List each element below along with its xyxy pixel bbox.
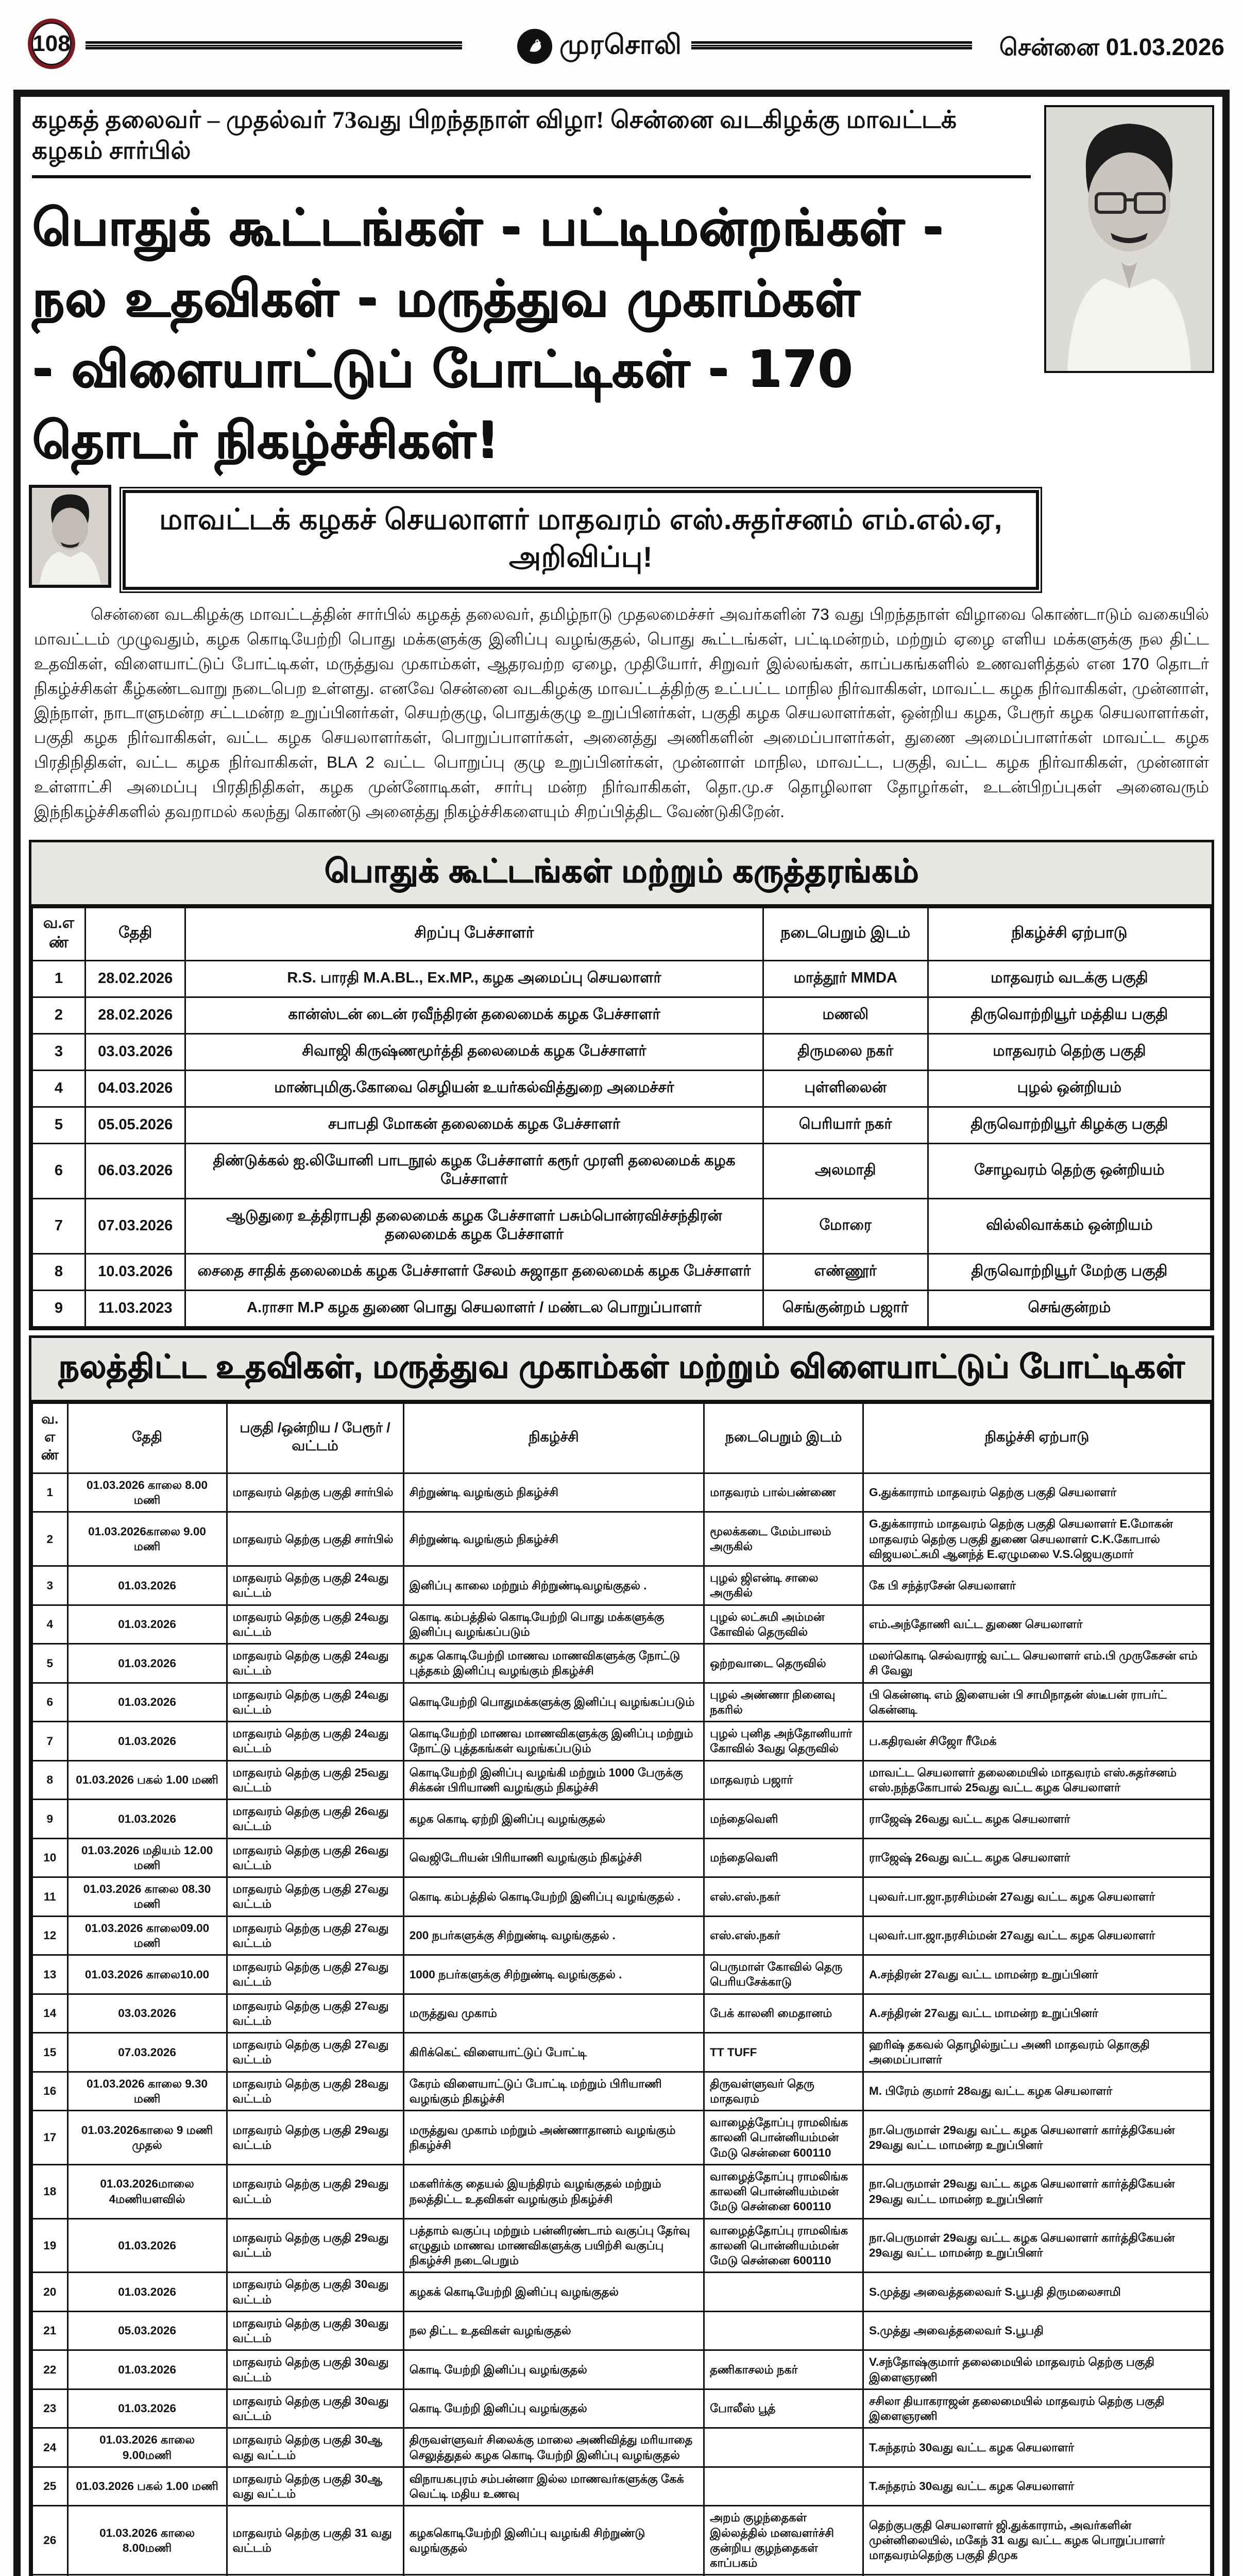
table-cell: 01.03.2026 காலை 8.00மணி bbox=[67, 2506, 227, 2575]
table-row bbox=[32, 1473, 1211, 1512]
table-cell: மாதவரம் தெற்கு பகுதி 24வது வட்டம் bbox=[227, 1683, 403, 1722]
table-cell: G.துக்காராம் மாதவரம் தெற்கு பகுதி செயலாளர் E.மோகன் மாதவரம் தெற்கு பகுதி துணை செயலாளர் C.K.கோபால் விஜயலட்சுமி ஆனந்த் E.ஏழுமலை V.S.ஜெயகுமார் bbox=[863, 1512, 1211, 1566]
table-cell: கேரம் விளையாட்டுப் போட்டி மற்றும் பிரியாணி வழங்கும் நிகழ்ச்சி bbox=[403, 2072, 704, 2111]
table-cell: 01.03.2026 bbox=[67, 2218, 227, 2273]
column-header: நிகழ்ச்சி ஏற்பாடு bbox=[928, 907, 1211, 960]
leader-photo bbox=[1044, 105, 1214, 373]
table-cell: அறம் குழந்தைகள் இல்லத்தில் மனவளர்ச்சி குன்றிய குழந்தைகள் காப்பகம் bbox=[704, 2506, 863, 2575]
table-cell: மாண்புமிகு.கோவை செழியன் உயர்கல்வித்துறை அமைச்சர் bbox=[185, 1070, 763, 1107]
table-cell: மாதவரம் தெற்கு பகுதி 30வது வட்டம் bbox=[227, 2350, 403, 2389]
table-cell: புழல் ஒன்றியம் bbox=[928, 1070, 1211, 1107]
table-cell: மாதவரம் தெற்கு பகுதி 30வது வட்டம் bbox=[227, 2389, 403, 2428]
table-header-row bbox=[32, 907, 1211, 960]
table-cell: மாதவரம் தெற்கு பகுதி 24வது வட்டம் bbox=[227, 1566, 403, 1605]
newspaper-logo-icon bbox=[517, 29, 552, 64]
welfare-table-title: நலத்திட்ட உதவிகள், மருத்துவ முகாம்கள் மற்றும் விளையாட்டுப் போட்டிகள் bbox=[31, 1338, 1212, 1402]
table-cell: 10.03.2026 bbox=[85, 1253, 185, 1290]
table-row bbox=[32, 1033, 1211, 1070]
table-row bbox=[32, 1605, 1211, 1644]
table-cell bbox=[704, 2428, 863, 2467]
table-cell: மாதவரம் தெற்கு பகுதி 26வது வட்டம் bbox=[227, 1838, 403, 1877]
table-cell: 1000 நபர்களுக்கு சிற்றுண்டி வழங்குதல் . bbox=[403, 1955, 704, 1994]
table-cell: 01.03.2026 காலை 08.30 மணி bbox=[67, 1877, 227, 1917]
table-cell: 01.03.2026 bbox=[67, 2389, 227, 2428]
table-cell: கொடியேற்றி மாணவ மாணவிகளுக்கு இனிப்பு மற்றும் நோட்டு புத்தகங்கள் வழங்கப்படும் bbox=[403, 1722, 704, 1761]
masthead-rule-left bbox=[86, 41, 462, 49]
table-cell: பெரியார் நகர் bbox=[763, 1107, 928, 1143]
headline-line1: பொதுக் கூட்டங்கள் - பட்டிமன்றங்கள் - நல உதவிகள் - மருத்துவ முகாம்கள் bbox=[32, 198, 944, 327]
table-cell: 7 bbox=[32, 1198, 86, 1253]
table-cell: வாழைத்தோப்பு ராமலிங்க காலனி பொன்னியம்மன் மேடு சென்னை 600110 bbox=[704, 2164, 863, 2218]
article-frame bbox=[13, 90, 1230, 2576]
table-cell: புலவர்.பா.ஜா.நரசிம்மன் 27வது வட்ட கழக செயலாளர் bbox=[863, 1877, 1211, 1917]
table-cell: கொடியேற்றி பொதுமக்களுக்கு இனிப்பு வழங்கப்படும் bbox=[403, 1683, 704, 1722]
table-cell: 01.03.2026 bbox=[67, 1683, 227, 1722]
table-row bbox=[32, 2389, 1211, 2428]
table-cell: 01.03.2026 bbox=[67, 1605, 227, 1644]
table-cell: மாதவரம் தெற்கு பகுதி 27வது வட்டம் bbox=[227, 1994, 403, 2033]
column-header: தேதி bbox=[85, 907, 185, 960]
table-row bbox=[32, 1916, 1211, 1955]
table-cell: T.சுந்தரம் 30வது வட்ட கழக செயலாளர் bbox=[863, 2467, 1211, 2506]
table-cell: புழல் ஜிஎன்டி சாலை அருகில் bbox=[704, 1566, 863, 1605]
table-cell: 16 bbox=[32, 2072, 68, 2111]
table-row bbox=[32, 1107, 1211, 1143]
table-cell: ராஜேஷ் 26வது வட்ட கழக செயலாளர் bbox=[863, 1838, 1211, 1877]
table-cell: TT TUFF bbox=[704, 2033, 863, 2072]
table-cell: மாதவரம் தெற்கு பகுதி 27வது வட்டம் bbox=[227, 1916, 403, 1955]
table-cell: அலமாதி bbox=[763, 1143, 928, 1198]
table-cell: புலவர்.பா.ஜா.நரசிம்மன் 27வது வட்ட கழக செயலாளர் bbox=[863, 1916, 1211, 1955]
table-row bbox=[32, 960, 1211, 997]
table-row bbox=[32, 1722, 1211, 1761]
table-cell: V.சந்தோஷ்குமார் தலைமையில் மாதவரம் தெற்கு பகுதி இளைஞரணி bbox=[863, 2350, 1211, 2389]
table-cell: செங்குன்றம் பஜார் bbox=[763, 1290, 928, 1327]
table-cell: எம்.அந்தோணி வட்ட துணை செயலாளர் bbox=[863, 1605, 1211, 1644]
table-cell: பி கென்னடி எம் இளையன் பி சாமிநாதன் ஸ்டீபன் ராபர்ட் கென்னடி bbox=[863, 1683, 1211, 1722]
table-cell: கழக கொடி ஏற்றி இனிப்பு வழங்குதல் bbox=[403, 1800, 704, 1839]
table-cell: திருவொற்றியூர் மேற்கு பகுதி bbox=[928, 1253, 1211, 1290]
table-cell: 06.03.2026 bbox=[85, 1143, 185, 1198]
table-cell: 07.03.2026 bbox=[85, 1198, 185, 1253]
table-cell: மாதவரம் தெற்கு பகுதி 26வது வட்டம் bbox=[227, 1800, 403, 1839]
table-row bbox=[32, 997, 1211, 1033]
column-header: நிகழ்ச்சி bbox=[403, 1403, 704, 1473]
headline-main bbox=[32, 192, 1031, 476]
table-cell: 2 bbox=[32, 1512, 68, 1566]
table-cell: தணிகாசலம் நகர் bbox=[704, 2350, 863, 2389]
table-cell: 24 bbox=[32, 2428, 68, 2467]
table-cell: சோழவரம் தெற்கு ஒன்றியம் bbox=[928, 1143, 1211, 1198]
headline-zone bbox=[29, 102, 1214, 476]
table-cell: திண்டுக்கல் ஐ.லியோனி பாடநூல் கழக பேச்சாளர் கரூர் முரளி தலைமைக் கழக பேச்சாளர் bbox=[185, 1143, 763, 1198]
announcer-photo bbox=[29, 485, 111, 588]
table-cell: 6 bbox=[32, 1143, 86, 1198]
table-cell: 03.03.2026 bbox=[67, 1994, 227, 2033]
table-cell: மாதவரம் தெற்கு பகுதி 27வது வட்டம் bbox=[227, 1955, 403, 1994]
table-cell bbox=[32, 2575, 68, 2576]
table-cell: G.துக்காராம் மாதவரம் தெற்கு பகுதி செயலாளர் bbox=[863, 1473, 1211, 1512]
table-cell: செங்குன்றம் bbox=[928, 1290, 1211, 1327]
table-cell: வாழைத்தோப்பு ராமலிங்க காலனி பொன்னியம்மன் மேடு சென்னை 600110 bbox=[704, 2111, 863, 2165]
table-cell: 13 bbox=[32, 1955, 68, 1994]
table-cell: மாதவரம் தெற்கு பகுதி 29வது வட்டம் bbox=[227, 2164, 403, 2218]
table-cell: மாதவரம் தெற்கு பகுதி bbox=[928, 1033, 1211, 1070]
table-cell: 14 bbox=[32, 1994, 68, 2033]
table-row bbox=[32, 1070, 1211, 1107]
table-cell: மாதவரம் தெற்கு பகுதி 24வது வட்டம் bbox=[227, 1644, 403, 1683]
table-cell: M. பிரேம் குமார் 28வது வட்ட கழக செயலாளர் bbox=[863, 2072, 1211, 2111]
table-cell: மாதவரம் தெற்கு பகுதி சார்பில் bbox=[227, 1512, 403, 1566]
table-cell: 20 bbox=[32, 2273, 68, 2312]
table-row bbox=[32, 2467, 1211, 2506]
table-row bbox=[32, 2428, 1211, 2467]
table-cell: மாதவரம் தெற்கு பகுதி 28வது வட்டம் bbox=[227, 2072, 403, 2111]
masthead-center bbox=[508, 29, 691, 64]
table-cell: சிற்றுண்டி வழங்கும் நிகழ்ச்சி bbox=[403, 1473, 704, 1512]
table-cell: திருவள்ளுவர் தெரு மாதவரம் bbox=[704, 2072, 863, 2111]
table-cell: மாதவரம் தெற்கு பகுதி 25வது வட்டம் bbox=[227, 1760, 403, 1800]
page-number-badge bbox=[28, 19, 75, 69]
table-cell: நா.பெருமாள் 29வது வட்ட கழக செயலாளர் கார்த்திகேயன் 29வது வட்ட மாமன்ற உறுப்பினர் bbox=[863, 2111, 1211, 2165]
table-cell: 01.03.2026 காலை 9.30 மணி bbox=[67, 2072, 227, 2111]
table-row bbox=[32, 1955, 1211, 1994]
headline-line2: - விளையாட்டுப் போட்டிகள் - 170 தொடர் நிகழ்ச்சிகள்! bbox=[32, 340, 853, 469]
table-cell: 5 bbox=[32, 1107, 86, 1143]
table-cell: மாதவரம் தெற்கு பகுதி 27வது வட்டம் bbox=[227, 1877, 403, 1917]
table-cell: 19 bbox=[32, 2218, 68, 2273]
table-cell: 200 நபர்களுக்கு சிற்றுண்டி வழங்குதல் . bbox=[403, 1916, 704, 1955]
table-cell: நல திட்ட உதவிகள் வழங்குதல் bbox=[403, 2311, 704, 2350]
table-cell: 01.03.2026காலை 9.00 மணி bbox=[67, 1512, 227, 1566]
table-cell: சசிலா தியாகராஜன் தலைமையில் மாதவரம் தெற்கு பகுதி இளைஞரணி bbox=[863, 2389, 1211, 2428]
column-header: சிறப்பு பேச்சாளர் bbox=[185, 907, 763, 960]
table-row bbox=[32, 2164, 1211, 2218]
table-cell: 01.03.2026 பகல் 1.00 மணி bbox=[67, 1760, 227, 1800]
table-cell: கொடி கம்பத்தில் கொடியேற்றி இனிப்பு வழங்குதல் . bbox=[403, 1877, 704, 1917]
table-cell: கழகக் கொடியேற்றி இனிப்பு வழங்குதல் bbox=[403, 2273, 704, 2312]
meetings-table-title: பொதுக் கூட்டங்கள் மற்றும் கருத்தரங்கம் bbox=[31, 842, 1212, 907]
table-row bbox=[32, 2506, 1211, 2575]
table-cell: A.சந்திரன் 27வது வட்ட மாமன்ற உறுப்பினர் bbox=[863, 1994, 1211, 2033]
column-header: தேதி bbox=[67, 1403, 227, 1473]
table-cell: திருவள்ளுவர் சிலைக்கு மாலை அணிவித்து மரியாதை செலுத்துதல் கழக கொடி யேற்றி இனிப்பு வழங்குதல் bbox=[403, 2428, 704, 2467]
table-cell: 25 bbox=[32, 2467, 68, 2506]
table-cell bbox=[227, 2575, 403, 2576]
table-cell: 01.03.2026 bbox=[67, 2273, 227, 2312]
table-cell: கொடி கம்பத்தில் கொடியேற்றி பொது மக்களுக்கு இனிப்பு வழங்கப்படும் bbox=[403, 1605, 704, 1644]
table-cell bbox=[704, 2273, 863, 2312]
meetings-table bbox=[31, 907, 1212, 1328]
table-cell: நா.பெருமாள் 29வது வட்ட கழக செயலாளர் கார்த்திகேயன் 29வது வட்ட மாமன்ற உறுப்பினர் bbox=[863, 2218, 1211, 2273]
table-row bbox=[32, 1290, 1211, 1327]
table-cell: 2 bbox=[32, 997, 86, 1033]
table-cell: மகளிர்க்கு தையல் இயந்திரம் வழங்குதல் மற்றும் நலத்திட்ட உதவிகள் வழங்கும் நிகழ்ச்சி bbox=[403, 2164, 704, 2218]
table-row bbox=[32, 1683, 1211, 1722]
table-cell: மலர்கொடி செல்வராஜ் வட்ட செயலாளர் எம்.பி முருகேசன் எம் சி வேலு bbox=[863, 1644, 1211, 1683]
table-cell: 01.03.2026காலை 9 மணி முதல் bbox=[67, 2111, 227, 2165]
table-cell: 26 bbox=[32, 2506, 68, 2575]
table-cell: விநாயகபுரம் சம்பன்னா இல்ல மாணவர்களுக்கு கேக் வெட்டி மதிய உணவு bbox=[403, 2467, 704, 2506]
table-row bbox=[32, 1800, 1211, 1839]
table-row bbox=[32, 1760, 1211, 1800]
table-cell: மோரை bbox=[763, 1198, 928, 1253]
table-cell: மாதவரம் தெற்கு பகுதி 31 வது வட்டம் bbox=[227, 2506, 403, 2575]
table-cell: 28.02.2026 bbox=[85, 997, 185, 1033]
table-cell: மாதவரம் பஜார் bbox=[704, 1760, 863, 1800]
column-header: நிகழ்ச்சி ஏற்பாடு bbox=[863, 1403, 1211, 1473]
table-cell: 01.03.2026 bbox=[67, 1800, 227, 1839]
table-cell: எஸ்.எஸ்.நகர் bbox=[704, 1916, 863, 1955]
table-cell: மாதவரம் தெற்கு பகுதி 29வது வட்டம் bbox=[227, 2111, 403, 2165]
table-cell: மாத்தூர் MMDA bbox=[763, 960, 928, 997]
table-cell: 11 bbox=[32, 1877, 68, 1917]
table-cell: புழல் புனித அந்தோனியார் கோவில் 3வது தெருவில் bbox=[704, 1722, 863, 1761]
table-cell: வாழைத்தோப்பு ராமலிங்க காலனி பொன்னியம்மன் மேடு சென்னை 600110 bbox=[704, 2218, 863, 2273]
table-cell: 03.03.2026 bbox=[85, 1033, 185, 1070]
table-row bbox=[32, 2350, 1211, 2389]
table-cell: 01.03.2026 காலை 8.00 மணி bbox=[67, 1473, 227, 1512]
table-cell: மருத்துவ முகாம் bbox=[403, 1994, 704, 2033]
table-cell: 1 bbox=[32, 960, 86, 997]
table-cell: 1 bbox=[32, 1473, 68, 1512]
table-cell: போலீஸ் பூத் bbox=[704, 2389, 863, 2428]
table-row bbox=[32, 1838, 1211, 1877]
table-cell: ஹரிஷ் தகவல் தொழில்நுட்ப அணி மாதவரம் தொகுதி அமைப்பாளர் bbox=[863, 2033, 1211, 2072]
table-cell: ஆடுதுரை உத்திராபதி தலைமைக் கழக பேச்சாளர் பசும்பொன்ரவிச்சந்திரன் தலைமைக் கழக பேச்சாளர் bbox=[185, 1198, 763, 1253]
table-row bbox=[32, 2033, 1211, 2072]
table-cell: 12 bbox=[32, 1916, 68, 1955]
table-cell: இனிப்பு காலை மற்றும் சிற்றுண்டிவழங்குதல் . bbox=[403, 1566, 704, 1605]
table-cell: சிற்றுண்டி வழங்கும் நிகழ்ச்சி bbox=[403, 1512, 704, 1566]
page-number: 108 bbox=[32, 31, 71, 56]
table-cell: மந்தைவெளி bbox=[704, 1800, 863, 1839]
table-row bbox=[32, 2111, 1211, 2165]
table-cell: திருவொற்றியூர் மத்திய பகுதி bbox=[928, 997, 1211, 1033]
table-cell: கொடி யேற்றி இனிப்பு வழங்குதல் bbox=[403, 2350, 704, 2389]
table-cell: மருத்துவ முகாம் மற்றும் அண்ணாதானம் வழங்கும் நிகழ்ச்சி bbox=[403, 2111, 704, 2165]
table-cell: பேக் காலனி மைதானம் bbox=[704, 1994, 863, 2033]
table-cell: கழக கொடியேற்றி மாணவ மாணவிகளுக்கு நோட்டு புத்தகம் இனிப்பு வழங்கும் நிகழ்ச்சி bbox=[403, 1644, 704, 1683]
masthead bbox=[13, 14, 1230, 76]
table-cell: A.ராசா M.P கழக துணை பொது செயலாளர் / மண்டல பொறுப்பாளர் bbox=[185, 1290, 763, 1327]
column-header: நடைபெறும் இடம் bbox=[704, 1403, 863, 1473]
headline-kicker: கழகத் தலைவர் – முதல்வர் 73வது பிறந்தநாள் விழா! சென்னை வடகிழக்கு மாவட்டக் கழகம் சார்பில் bbox=[32, 106, 1031, 178]
table-cell: வில்லிவாக்கம் ஒன்றியம் bbox=[928, 1198, 1211, 1253]
table-cell: 21 bbox=[32, 2311, 68, 2350]
table-cell: 8 bbox=[32, 1253, 86, 1290]
table-row bbox=[32, 1512, 1211, 1566]
table-cell: 9 bbox=[32, 1290, 86, 1327]
table-cell: பெருமாள் கோவில் தெரு பெரியசேக்காடு bbox=[704, 1955, 863, 1994]
table-cell: 01.03.2026மாலை 4மணியளவில் bbox=[67, 2164, 227, 2218]
table-cell: 10 bbox=[32, 1838, 68, 1877]
table-cell: 01.03.2026 மதியம் 12.00 மணி bbox=[67, 1838, 227, 1877]
table-cell: 6 bbox=[32, 1683, 68, 1722]
table-cell: ஒற்றவாடை தெருவில் bbox=[704, 1644, 863, 1683]
table-cell: சைதை சாதிக் தலைமைக் கழக பேச்சாளர் சேலம் சுஜாதா தலைமைக் கழக பேச்சாளர் bbox=[185, 1253, 763, 1290]
table-cell: 01.03.2026 bbox=[67, 1566, 227, 1605]
table-cell: 5 bbox=[32, 1644, 68, 1683]
table-cell: ப.கதிரவன் சிஜோ ரீமேக் bbox=[863, 1722, 1211, 1761]
table-cell: பத்தாம் வகுப்பு மற்றும் பன்னிரண்டாம் வகுப்பு தேர்வு எழுதும் மாணவ மாணவிகளுக்கு பயிற்சி வகுப்பு நிகழ்ச்சி நடைபெறும் bbox=[403, 2218, 704, 2273]
table-cell bbox=[863, 2575, 1211, 2576]
table-cell: கிரிக்கெட் விளையாட்டுப் போட்டி bbox=[403, 2033, 704, 2072]
table-cell: 9 bbox=[32, 1800, 68, 1839]
table-cell: 18 bbox=[32, 2164, 68, 2218]
table-cell: 22 bbox=[32, 2350, 68, 2389]
table-header-row bbox=[32, 1403, 1211, 1473]
table-cell bbox=[403, 2575, 704, 2576]
table-cell: 01.03.2026 bbox=[67, 2350, 227, 2389]
table-row bbox=[32, 1644, 1211, 1683]
table-cell: மாதவரம் தெற்கு பகுதி 30வது வட்டம் bbox=[227, 2311, 403, 2350]
table-cell: A.சந்திரன் 27வது வட்ட மாமன்ற உறுப்பினர் bbox=[863, 1955, 1211, 1994]
table-row bbox=[32, 1566, 1211, 1605]
welfare-table bbox=[31, 1402, 1212, 2576]
table-cell: மாதவரம் தெற்கு பகுதி 30ஆ வது வட்டம் bbox=[227, 2467, 403, 2506]
table-cell: மூலக்கடை மேம்பாலம் அருகில் bbox=[704, 1512, 863, 1566]
table-cell: S.முத்து அவைத்தலைவர் S.பூபதி bbox=[863, 2311, 1211, 2350]
table-cell: 7 bbox=[32, 1722, 68, 1761]
table-cell: 05.05.2026 bbox=[85, 1107, 185, 1143]
table-cell: மாதவரம் தெற்கு பகுதி 27வது வட்டம் bbox=[227, 2033, 403, 2072]
table-cell: 4 bbox=[32, 1605, 68, 1644]
table-cell: 07.03.2026 bbox=[67, 2033, 227, 2072]
table-cell: 01.03.2026 காலை09.00 மணி bbox=[67, 1916, 227, 1955]
edition-date: சென்னை 01.03.2026 bbox=[991, 33, 1224, 64]
table-cell: சிவாஜி கிருஷ்ணமூர்த்தி தலைமைக் கழக பேச்சாளர் bbox=[185, 1033, 763, 1070]
column-header: வ.எண் bbox=[32, 1403, 68, 1473]
table-row bbox=[32, 1253, 1211, 1290]
intro-paragraph: சென்னை வடகிழக்கு மாவட்டத்தின் சார்பில் கழகத் தலைவர், தமிழ்நாடு முதலமைச்சர் அவர்களின் 73 வது பிறந்தநாள் விழாவை கொண்டாடும் வகையில் மாவட்டம் முழுவதும், கழக கொடியேற்றி பொது மக்களுக்கு இனிப்பு வழங்குதல், பொது கூட்டங்கள், பட்டிமன்றம், மற்றும் ஏழை எளிய மக்களுக்கு நல திட்ட உதவிகள், விளையாட்டுப் போட்டிகள், மருத்துவ முகாம்கள், ஆதரவற்ற ஏழை, முதியோர், சிறுவர் இல்லங்கள், காப்பகங்களில் உணவளித்தல் என 170 தொடர் நிகழ்ச்சிகள் கீழ்கண்டவாறு நடைபெற உள்ளது. எனவே சென்னை வடகிழக்கு மாவட்டத்திற்கு உட்பட்ட மாநில நிர்வாகிகள், மாவட்ட கழக நிர்வாகிகள், முன்னாள், இந்நாள், நாடாளுமன்ற சட்டமன்ற உறுப்பினர்கள், செயற்குழு, பொதுக்குழு உறுப்பினர்கள், பகுதி கழக செயலாளர்கள், ஒன்றிய கழக, பேரூர் கழக செயலாளர்கள், பகுதி கழக நிர்வாகிகள், வட்ட கழக செயலாளர்கள், பொறுப்பாளர்கள், அனைத்து அணிகளின் அமைப்பாளர்கள், துணை அமைப்பாளர்கள் மாவட்ட கழக பிரதிநிதிகள், வட்ட கழக நிர்வாகிகள், BLA 2 வட்ட பொறுப்பு குழு உறுப்பினர்கள், முன்னாள் மாநில, மாவட்ட, பகுதி, வட்ட கழக நிர்வாகிகள், முன்னாள் உள்ளாட்சி அமைப்பு பிரதிநிதிகள், கழக முன்னோடிகள், சார்பு மன்ற நிர்வாகிகள், தொ.மு.ச தொழிலாள தோழர்கள், உடன்பிறப்புகள் அனைவரும் இந்நிகழ்ச்சிகளில் தவறாமல் கலந்து கொண்டு அனைத்து நிகழ்ச்சிகளையும் சிறப்பித்திட வேண்டுகிறேன். bbox=[34, 604, 1209, 821]
table-cell: 4 bbox=[32, 1070, 86, 1107]
table-row bbox=[32, 2218, 1211, 2273]
table-row bbox=[32, 1877, 1211, 1917]
table-row bbox=[32, 2273, 1211, 2312]
table-cell: எண்ணூர் bbox=[763, 1253, 928, 1290]
table-cell: 8 bbox=[32, 1760, 68, 1800]
table-cell: 01.03.2026 bbox=[67, 1644, 227, 1683]
table-row bbox=[32, 2072, 1211, 2111]
table-cell: மாதவரம் தெற்கு பகுதி 30ஆ வது வட்டம் bbox=[227, 2428, 403, 2467]
column-header: பகுதி /ஒன்றிய / பேரூர் / வட்டம் bbox=[227, 1403, 403, 1473]
headline-text-block bbox=[29, 102, 1034, 476]
table-cell: மாதவரம் தெற்கு பகுதி 24வது வட்டம் bbox=[227, 1605, 403, 1644]
announcement-banner: மாவட்டக் கழகச் செயலாளர் மாதவரம் எஸ்.சுதர்சனம் எம்.எல்.ஏ, அறிவிப்பு! bbox=[123, 490, 1039, 590]
table-cell: 01.03.2026 காலை10.00 bbox=[67, 1955, 227, 1994]
table-cell: மாவட்ட செயலாளர் தலைமையில் மாதவரம் எஸ்.சுதர்சனம் எஸ்.நந்தகோபால் 25வது வட்ட கழக செயலாளர் bbox=[863, 1760, 1211, 1800]
table-cell: 28.02.2026 bbox=[85, 960, 185, 997]
table-cell: 01.03.2026 பகல் 1.00 மணி bbox=[67, 2467, 227, 2506]
column-header: நடைபெறும் இடம் bbox=[763, 907, 928, 960]
table-cell: கழககொடியேற்றி இனிப்பு வழங்கி சிற்றுண்டு வழங்குதல் bbox=[403, 2506, 704, 2575]
table-row bbox=[32, 1994, 1211, 2033]
table-cell: S.முத்து அவைத்தலைவர் S.பூபதி திருமலைசாமி bbox=[863, 2273, 1211, 2312]
table-cell bbox=[67, 2575, 227, 2576]
table-cell: கே பி சந்த்ரசேன் செயலாளர் bbox=[863, 1566, 1211, 1605]
table-cell: கொடி யேற்றி இனிப்பு வழங்குதல் bbox=[403, 2389, 704, 2428]
table-cell: வெஜிடேரியன் பிரியாணி வழங்கும் நிகழ்ச்சி bbox=[403, 1838, 704, 1877]
table-cell: மாதவரம் வடக்கு பகுதி bbox=[928, 960, 1211, 997]
table-cell: புள்ளிலைன் bbox=[763, 1070, 928, 1107]
column-header: வ.எண் bbox=[32, 907, 86, 960]
table-cell: 11.03.2023 bbox=[85, 1290, 185, 1327]
table-cell: திருவொற்றியூர் கிழக்கு பகுதி bbox=[928, 1107, 1211, 1143]
table-row bbox=[32, 2575, 1211, 2576]
table-cell: புழல் லட்சுமி அம்மன் கோவில் தெருவில் bbox=[704, 1605, 863, 1644]
newspaper-title: முரசொலி bbox=[559, 29, 682, 60]
table-cell: தெற்குபகுதி செயலாளர் ஜி.துக்காராம், அவர்களின் முன்னிலையில், மகேந் 31 வது வட்ட கழக பொறுப்பாளர் மாதவரம்தெற்கு பகுதி திமுக bbox=[863, 2506, 1211, 2575]
table-cell: 01.03.2026 bbox=[67, 1722, 227, 1761]
table-cell: மாதவரம் தெற்கு பகுதி 29வது வட்டம் bbox=[227, 2218, 403, 2273]
table-cell: R.S. பாரதி M.A.BL., Ex.MP., கழக அமைப்பு செயலாளர் bbox=[185, 960, 763, 997]
table-cell: 23 bbox=[32, 2389, 68, 2428]
table-cell: கொடியேற்றி இனிப்பு வழங்கி மற்றும் 1000 பேருக்கு சிக்கன் பிரியாணி வழங்கும் நிகழ்ச்சி bbox=[403, 1760, 704, 1800]
table-cell: 3 bbox=[32, 1033, 86, 1070]
table-cell: மாதவரம் தெற்கு பகுதி 30வது வட்டம் bbox=[227, 2273, 403, 2312]
welfare-section bbox=[29, 1335, 1214, 2576]
announcement-zone bbox=[29, 485, 1214, 590]
table-cell: புழல் அண்ணா நினைவு நகரில் bbox=[704, 1683, 863, 1722]
table-cell: 05.03.2026 bbox=[67, 2311, 227, 2350]
meetings-section bbox=[29, 840, 1214, 1330]
table-cell: ராஜேஷ் 26வது வட்ட கழக செயலாளர் bbox=[863, 1800, 1211, 1839]
table-cell: T.சுந்தரம் 30வது வட்ட கழக செயலாளர் bbox=[863, 2428, 1211, 2467]
table-cell: மாதவரம் தெற்கு பகுதி 24வது வட்டம் bbox=[227, 1722, 403, 1761]
table-cell: மாதவரம் பால்பண்ணை bbox=[704, 1473, 863, 1512]
table-cell: கான்ஸ்டன் டைன் ரவீந்திரன் தலைமைக் கழக பேச்சாளர் bbox=[185, 997, 763, 1033]
table-row bbox=[32, 1143, 1211, 1198]
table-cell: 17 bbox=[32, 2111, 68, 2165]
table-cell: திருமலை நகர் bbox=[763, 1033, 928, 1070]
table-row bbox=[32, 2311, 1211, 2350]
table-cell: மந்தைவெளி bbox=[704, 1838, 863, 1877]
table-cell: 15 bbox=[32, 2033, 68, 2072]
table-cell: மாதவரம் தெற்கு பகுதி சார்பில் bbox=[227, 1473, 403, 1512]
table-cell: 01.03.2026 காலை 9.00மணி bbox=[67, 2428, 227, 2467]
table-cell: 3 bbox=[32, 1566, 68, 1605]
table-cell: மணலி bbox=[763, 997, 928, 1033]
table-cell: நா.பெருமாள் 29வது வட்ட கழக செயலாளர் கார்த்திகேயன் 29வது வட்ட மாமன்ற உறுப்பினர் bbox=[863, 2164, 1211, 2218]
table-row bbox=[32, 1198, 1211, 1253]
table-cell: 04.03.2026 bbox=[85, 1070, 185, 1107]
table-cell: சபாபதி மோகன் தலைமைக் கழக பேச்சாளர் bbox=[185, 1107, 763, 1143]
table-cell bbox=[704, 2311, 863, 2350]
table-cell bbox=[704, 2467, 863, 2506]
table-cell: எஸ்.எஸ்.நகர் bbox=[704, 1877, 863, 1917]
table-cell bbox=[704, 2575, 863, 2576]
